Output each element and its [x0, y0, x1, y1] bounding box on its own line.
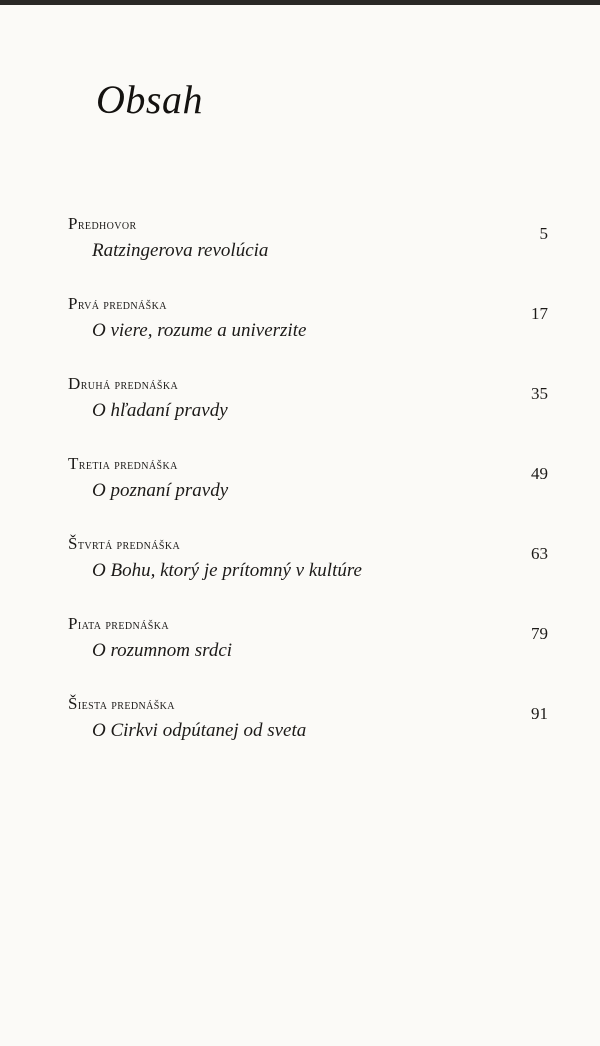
toc-entry-page-number: 17 — [531, 304, 548, 323]
toc-entry-heading: Tretia prednáška — [68, 454, 178, 473]
page-top-edge — [0, 0, 600, 5]
toc-entry-heading: Piata prednáška — [68, 614, 169, 633]
toc-entry-heading: Prvá prednáška — [68, 294, 167, 313]
toc-entry-prva-prednaska[interactable] — [68, 294, 548, 374]
toc-entry-druha-prednaska[interactable] — [68, 374, 548, 454]
toc-entry-page-number: 79 — [531, 624, 548, 643]
toc-entry-stvrta-prednaska[interactable] — [68, 534, 548, 614]
toc-entry-siesta-prednaska[interactable] — [68, 694, 548, 774]
toc-entry-piata-prednaska[interactable] — [68, 614, 548, 694]
table-of-contents — [68, 214, 548, 774]
toc-entry-page-number: 63 — [531, 544, 548, 563]
toc-entry-page-number: 5 — [539, 224, 548, 243]
toc-entry-title: O rozumnom srdci — [92, 640, 233, 661]
toc-entry-title: O poznaní pravdy — [92, 480, 229, 501]
toc-entry-heading: Druhá prednáška — [68, 374, 179, 393]
toc-entry-page-number: 91 — [531, 704, 548, 723]
toc-entry-page-number: 35 — [531, 384, 548, 403]
toc-entry-tretia-prednaska[interactable] — [68, 454, 548, 534]
toc-entry-title: O Cirkvi odpútanej od sveta — [92, 720, 307, 741]
toc-entry-title: O hľadaní pravdy — [92, 400, 228, 421]
toc-entry-heading: Predhovor — [68, 214, 137, 233]
toc-entry-predhovor[interactable] — [68, 214, 548, 294]
page-title: Obsah — [96, 77, 203, 122]
toc-entry-heading: Štvrtá prednáška — [68, 534, 181, 553]
toc-entry-title: O Bohu, ktorý je prítomný v kultúre — [92, 560, 362, 581]
toc-entry-title: Ratzingerova revolúcia — [92, 240, 269, 261]
toc-entry-page-number: 49 — [531, 464, 548, 483]
toc-entry-heading: Šiesta prednáška — [68, 694, 175, 713]
toc-entry-title: O viere, rozume a univerzite — [92, 320, 307, 341]
